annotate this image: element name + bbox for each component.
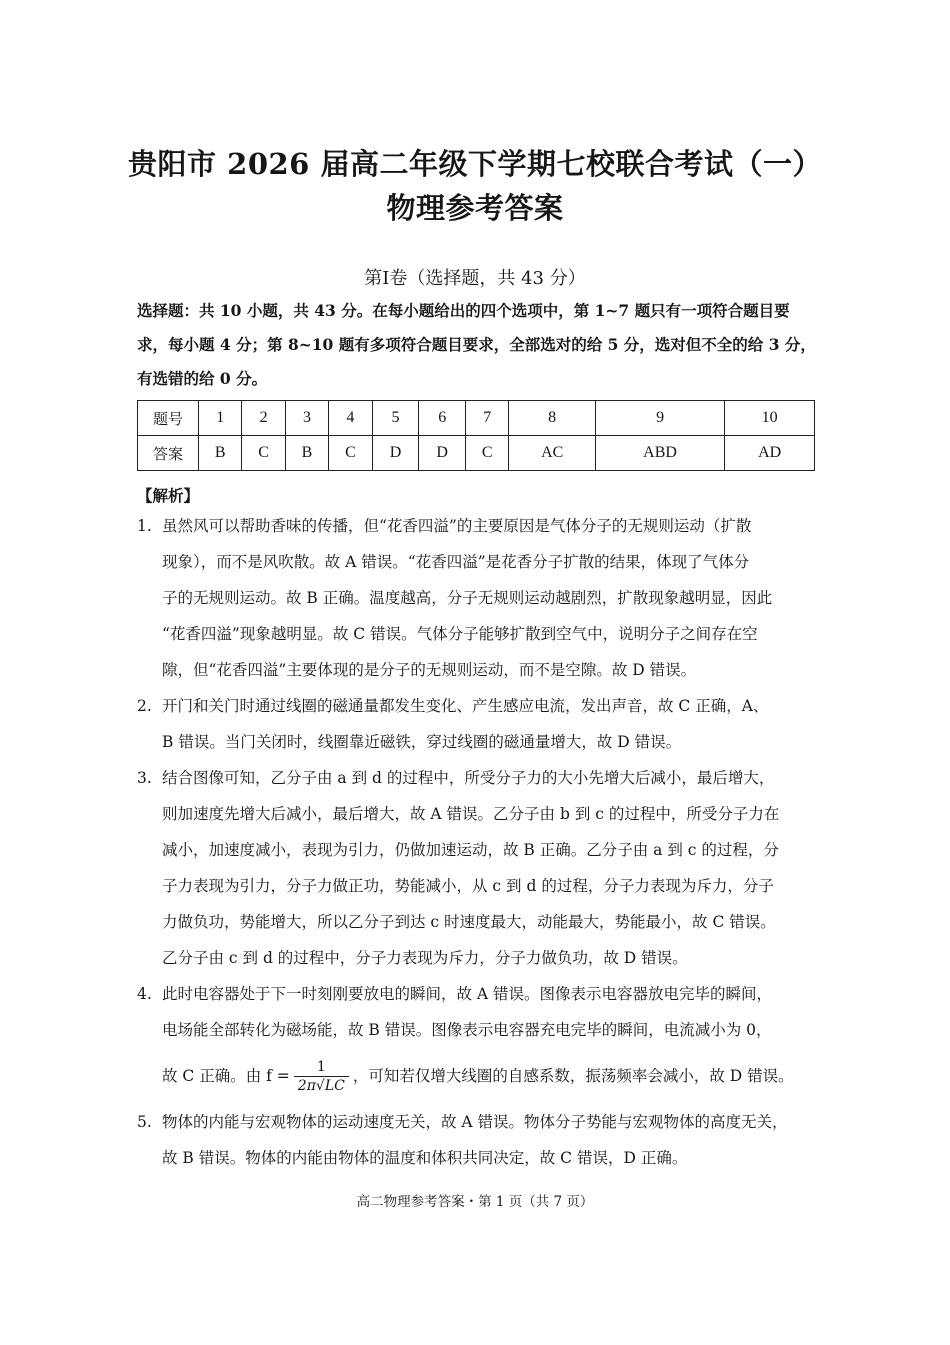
table-cell: 4 — [329, 401, 372, 436]
answer-table — [137, 400, 815, 471]
item-line: 物体的内能与宏观物体的运动速度无关，故 A 错误。物体分子势能与宏观物体的高度无关， — [162, 1113, 788, 1131]
table-cell: C — [329, 436, 372, 471]
document-title: 贵阳市 2026 届高二年级下学期七校联合考试（一） — [128, 147, 822, 181]
instruction-line: 选择题：共 10 小题，共 43 分。在每小题给出的四个选项中，第 1~7 题只有一项符合题目要 — [137, 301, 790, 320]
table-cell: 8 — [509, 401, 595, 436]
item-line: 则加速度先增大后减小，最后增大，故 A 错误。乙分子由 b 到 c 的过程中，所受分子力在 — [162, 805, 780, 823]
table-cell: C — [466, 436, 509, 471]
analysis-item — [137, 688, 817, 760]
analysis-heading: 【解析】 — [137, 486, 200, 505]
table-cell: AD — [725, 436, 815, 471]
table-cell: 10 — [725, 401, 815, 436]
table-cell: B — [199, 436, 242, 471]
table-cell: AC — [509, 436, 595, 471]
analysis-item — [137, 976, 817, 1104]
table-cell: 3 — [285, 401, 328, 436]
table-cell: B — [285, 436, 328, 471]
item-line: “花香四溢”现象越明显。故 C 错误。气体分子能够扩散到空气中，说明分子之间存在空 — [162, 625, 758, 643]
item-line: 减小，加速度减小，表现为引力，仍做加速运动，故 B 正确。乙分子由 a 到 c 的过程，分 — [162, 841, 779, 859]
row-header-number: 题号 — [138, 401, 199, 436]
table-cell: C — [242, 436, 285, 471]
analysis-item — [137, 1104, 817, 1176]
table-cell: ABD — [595, 436, 724, 471]
analysis-list — [137, 508, 817, 1176]
table-cell: D — [419, 436, 466, 471]
analysis-item — [137, 508, 817, 688]
table-cell: 5 — [372, 401, 419, 436]
item-line: 现象），而不是风吹散。故 A 错误。“花香四溢”是花香分子扩散的结果，体现了气体分 — [162, 553, 750, 571]
item-line: 子的无规则运动。故 B 正确。温度越高，分子无规则运动越剧烈，扩散现象越明显，因此 — [162, 589, 773, 607]
item-number: 4. — [137, 985, 152, 1003]
item-number: 1. — [137, 517, 152, 535]
item-line: 力做负功，势能增大，所以乙分子到达 c 时速度最大，动能最大，势能最小，故 C 错误。 — [162, 913, 776, 931]
item-number: 5. — [137, 1113, 152, 1131]
table-cell: 7 — [466, 401, 509, 436]
answer-table-answer-row — [138, 436, 815, 471]
table-cell: 9 — [595, 401, 724, 436]
item-number: 3. — [137, 769, 152, 787]
formula-denominator: 2π√LC — [294, 1076, 349, 1095]
item-line: 结合图像可知，乙分子由 a 到 d 的过程中，所受分子力的大小先增大后减小，最后增大， — [162, 769, 775, 787]
page-footer: 高二物理参考答案・第 1 页（共 7 页） — [356, 1194, 594, 1210]
analysis-item — [137, 760, 817, 976]
item-line: 电场能全部转化为磁场能，故 B 错误。图像表示电容器充电完毕的瞬间，电流减小为 0， — [162, 1021, 772, 1039]
instructions — [137, 294, 817, 396]
item-line: 隙，但“花香四溢”主要体现的是分子的无规则运动，而不是空隙。故 D 错误。 — [162, 661, 697, 679]
document-subtitle: 物理参考答案 — [386, 191, 564, 225]
formula-prefix: 故 C 正确。由 f = — [162, 1067, 290, 1085]
formula-line — [137, 1048, 817, 1104]
instruction-line: 有选错的给 0 分。 — [137, 369, 268, 388]
table-cell: 6 — [419, 401, 466, 436]
frequency-formula — [294, 1058, 349, 1095]
item-line: 故 B 错误。物体的内能由物体的温度和体积共同决定，故 C 错误，D 正确。 — [162, 1149, 688, 1167]
table-cell: 1 — [199, 401, 242, 436]
row-header-answer: 答案 — [138, 436, 199, 471]
formula-suffix: ，可知若仅增大线圈的自感系数，振荡频率会减小，故 D 错误。 — [352, 1067, 794, 1085]
item-number: 2. — [137, 697, 152, 715]
instruction-line: 求，每小题 4 分；第 8~10 题有多项符合题目要求，全部选对的给 5 分，选对但不全的给 3 分， — [137, 335, 816, 354]
item-line: 开门和关门时通过线圈的磁通量都发生变化、产生感应电流，发出声音，故 C 正确，A、 — [162, 697, 769, 715]
table-cell: 2 — [242, 401, 285, 436]
answer-table-number-row — [138, 401, 815, 436]
item-line: B 错误。当门关闭时，线圈靠近磁铁，穿过线圈的磁通量增大，故 D 错误。 — [162, 733, 682, 751]
item-line: 虽然风可以帮助香味的传播，但“花香四溢”的主要原因是气体分子的无规则运动（扩散 — [162, 517, 752, 535]
formula-numerator: 1 — [316, 1058, 326, 1075]
section-title: 第Ⅰ卷（选择题，共 43 分） — [364, 268, 586, 289]
table-cell: D — [372, 436, 419, 471]
item-line: 此时电容器处于下一时刻刚要放电的瞬间，故 A 错误。图像表示电容器放电完毕的瞬间， — [162, 985, 773, 1003]
item-line: 乙分子由 c 到 d 的过程中，分子力表现为斥力，分子力做负功，故 D 错误。 — [162, 949, 688, 967]
item-line: 子力表现为引力，分子力做正功，势能减小，从 c 到 d 的过程，分子力表现为斥力，分子 — [162, 877, 774, 895]
